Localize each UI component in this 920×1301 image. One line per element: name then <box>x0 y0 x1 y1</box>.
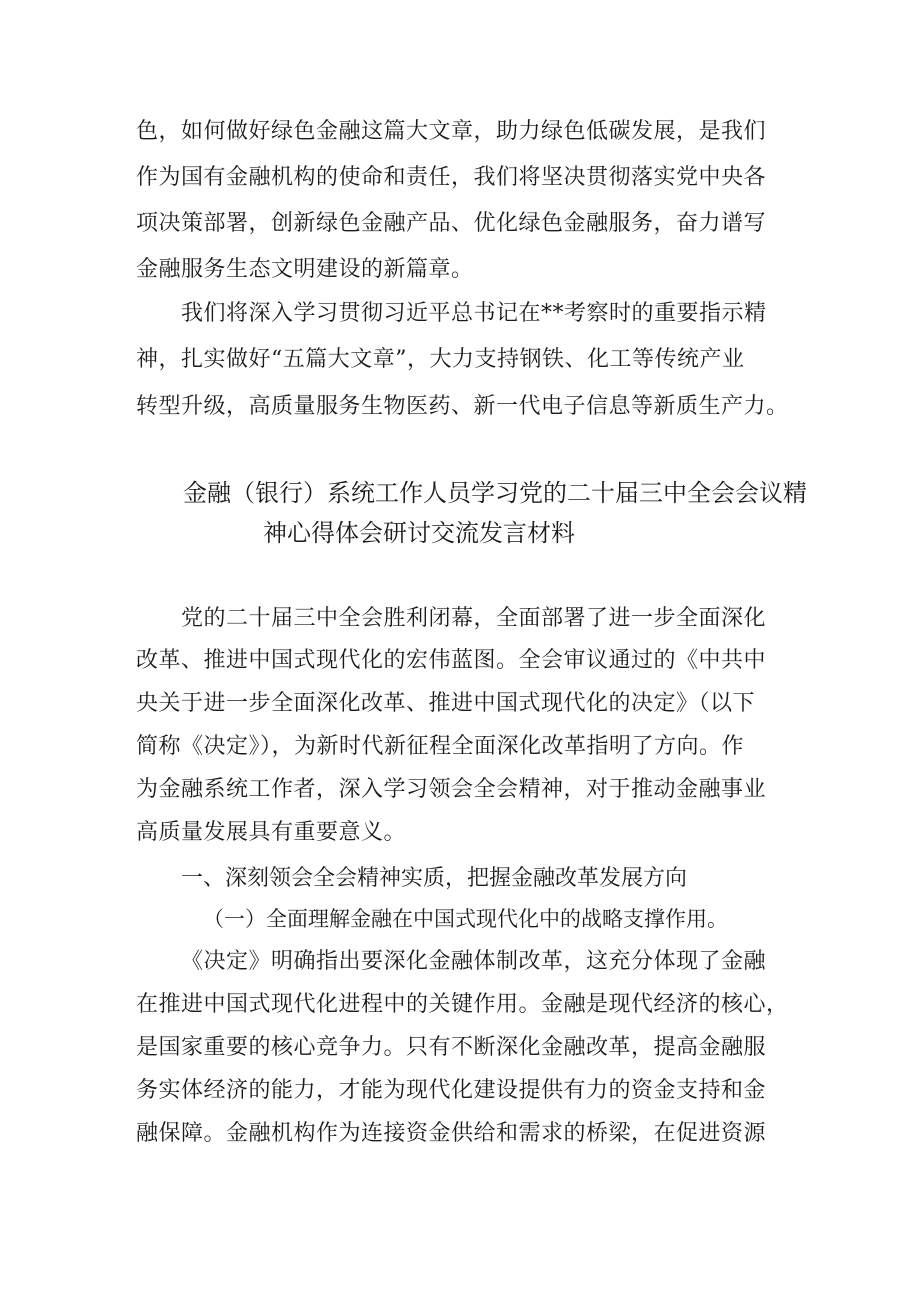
text-line: 金融服务生态文明建设的新篇章。 <box>136 257 474 282</box>
text-line: 在推进中国式现代化进程中的关键作用。金融是现代经济的核心， <box>136 992 789 1017</box>
text-line: 改革、推进中国式现代化的宏伟蓝图。全会审议通过的《中共中 <box>136 648 767 673</box>
text-line: 作为国有金融机构的使命和责任，我们将坚决贯彻落实党中央各 <box>136 165 767 190</box>
text-line: 《决定》明确指出要深化金融体制改革，这充分体现了金融 <box>181 949 767 974</box>
text-line: 党的二十届三中全会胜利闭幕，全面部署了进一步全面深化 <box>181 606 767 631</box>
subsection-heading: （一）全面理解金融在中国式现代化中的战略支撑作用。 <box>203 907 728 931</box>
title-line-2: 神心得体会研讨交流发言材料 <box>263 519 575 547</box>
text-line: 简称《决定》），为新时代新征程全面深化改革指明了方向。作 <box>136 734 745 759</box>
text-line: 我们将深入学习贯彻习近平总书记在**考察时的重要指示精 <box>181 301 767 326</box>
section-heading: 一、深刻领会全会精神实质，把握金融改革发展方向 <box>181 866 688 891</box>
text-line: 高质量发展具有重要意义。 <box>136 820 407 845</box>
text-line: 神，扎实做好“五篇大文章”，大力支持钢铁、化工等传统产业 <box>136 347 745 372</box>
title-line-1: 金融（银行）系统工作人员学习党的二十届三中全会会议精 <box>183 479 807 507</box>
text-line: 色，如何做好绿色金融这篇大文章，助力绿色低碳发展，是我们 <box>136 119 767 144</box>
text-line: 融保障。金融机构作为连接资金供给和需求的桥梁，在促进资源 <box>136 1121 767 1146</box>
text-line: 转型升级，高质量服务生物医药、新一代电子信息等新质生产力。 <box>136 394 789 419</box>
text-line: 央关于进一步全面深化改革、推进中国式现代化的决定》（以下 <box>136 691 756 716</box>
text-line: 务实体经济的能力，才能为现代化建设提供有力的资金支持和金 <box>136 1078 767 1103</box>
text-line: 为金融系统工作者，深入学习领会全会精神，对于推动金融事业 <box>136 777 767 802</box>
text-line: 是国家重要的核心竞争力。只有不断深化金融改革，提高金融服 <box>136 1035 767 1060</box>
text-line: 项决策部署，创新绿色金融产品、优化绿色金融服务，奋力谱写 <box>136 211 767 236</box>
